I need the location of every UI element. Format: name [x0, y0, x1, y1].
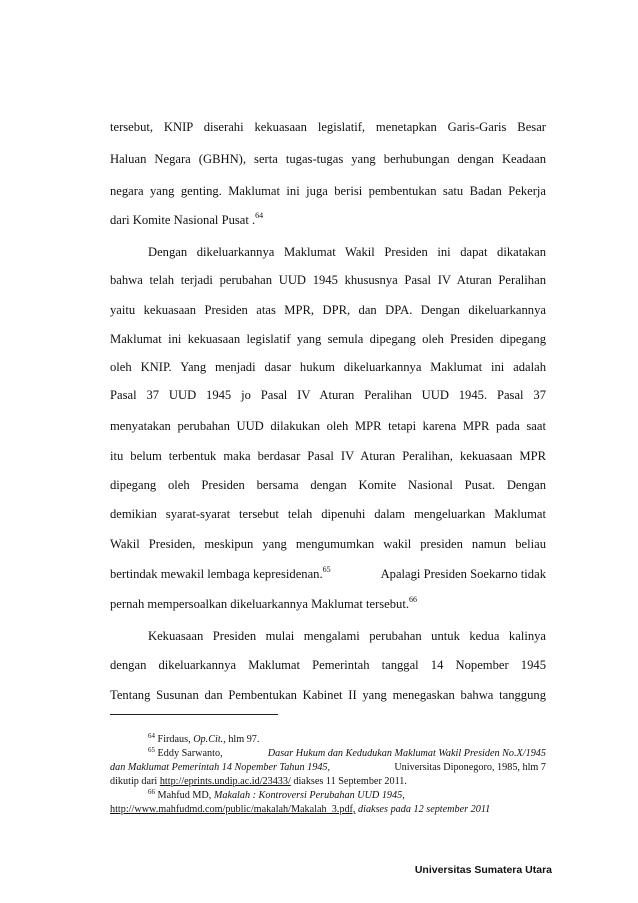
footnote-ref-64: 64	[255, 211, 264, 220]
footnote-66-line	[110, 803, 546, 816]
footnote-separator	[110, 714, 278, 715]
footnote-ref-66: 66	[409, 595, 417, 604]
body-line	[110, 596, 546, 613]
footnote-text: diakses pada 12 september 2011	[358, 804, 491, 815]
footnote-text: $^{65}$ Eddy Sarwanto,	[148, 746, 223, 759]
body-line: bahwa telah terjadi perubahan UUD 1945 khususnya Pasal IV Aturan Peralihan	[110, 273, 546, 287]
body-line-segment: bertindak mewakil lembaga kepresidenan.$^{65}$	[110, 565, 331, 581]
footnote-65-line	[110, 775, 546, 788]
footnote-64	[148, 733, 546, 746]
footnote-title: Makalah : Kontroversi Perubahan UUD 1945,	[213, 790, 405, 801]
body-line: itu belum terbentuk maka berdasar Pasal IV Aturan Peralihan, kekuasaan MPR	[110, 449, 546, 463]
footnote-text: Mahfud MD,	[157, 790, 212, 801]
footnote-number: 66	[148, 788, 155, 796]
body-line: tersebut, KNIP diserahi kekuasaan legislatif, menetapkan Garis-Garis Besar	[110, 120, 546, 134]
body-line: demikian syarat-syarat tersebut telah dipenuhi dalam mengeluarkan Maklumat	[110, 507, 546, 521]
body-line: dipegang oleh Presiden bersama dengan Komite Nasional Pusat. Dengan	[110, 478, 546, 492]
body-line: Maklumat ini kekuasaan legislatif yang semula dipegang oleh Presiden dipegang	[110, 332, 546, 346]
body-line: menyatakan perubahan UUD dilakukan oleh MPR tetapi karena MPR pada saat	[110, 419, 546, 433]
footnote-text: Firdaus,	[157, 734, 191, 745]
footnote-number: 64	[148, 732, 155, 740]
footnote-title: Dasar Hukum dan Kedudukan Maklumat Wakil Presiden No.X/1945	[267, 748, 546, 759]
body-line: Tentang Susunan dan Pembentukan Kabinet II yang menegaskan bahwa tanggung	[110, 688, 546, 702]
footnote-text: dikutip dari	[110, 776, 158, 787]
footnote-text: Universitas Diponegoro, 1985, hlm 7	[394, 762, 546, 773]
footnote-65-line	[148, 747, 546, 760]
body-line	[110, 212, 546, 229]
body-line-segment: Apalagi Presiden Soekarno tidak	[380, 567, 546, 581]
body-line: Wakil Presiden, meskipun yang mengumumkan wakil presiden namun beliau	[110, 537, 546, 551]
body-line: Pasal 37 UUD 1945 jo Pasal IV Aturan Peralihan UUD 1945. Pasal 37	[110, 388, 546, 402]
footnote-65-line	[110, 761, 546, 774]
body-line: negara yang genting. Maklumat ini juga berisi pembentukan satu Badan Pekerja	[110, 184, 546, 198]
footnote-link[interactable]: http://www.mahfudmd.com/public/makalah/Makalah_3.pdf,	[110, 804, 356, 815]
footnote-66	[148, 789, 546, 802]
body-line: Kekuasaan Presiden mulai mengalami perubahan untuk kedua kalinya	[148, 629, 546, 643]
body-line: yaitu kekuasaan Presiden atas MPR, DPR, dan DPA. Dengan dikeluarkannya	[110, 303, 546, 317]
footnote-text: diakses 11 September 2011.	[293, 776, 407, 787]
body-line-text: pernah mempersoalkan dikeluarkannya Maklumat tersebut.	[110, 597, 409, 611]
footnote-ref-65: 65	[322, 565, 331, 574]
footnote-title: dan Maklumat Pemerintah 14 Nopember Tahun 1945,	[110, 762, 331, 773]
footnote-link[interactable]: http://eprints.undip.ac.id/23433/	[159, 776, 291, 787]
body-line-text: dari Komite Nasional Pusat .	[110, 213, 256, 227]
body-line: dengan dikeluarkannya Maklumat Pemerintah tanggal 14 Nopember 1945	[110, 658, 546, 672]
body-line: oleh KNIP. Yang menjadi dasar hukum dikeluarkannya Maklumat ini adalah	[110, 360, 546, 374]
footnote-text: hlm 97.	[228, 734, 260, 745]
page-footer-institution: Universitas Sumatera Utara	[414, 864, 552, 876]
body-line	[110, 566, 546, 583]
body-line: Dengan dikeluarkannya Maklumat Wakil Presiden ini dapat dikatakan	[148, 245, 546, 259]
body-line: Haluan Negara (GBHN), serta tugas-tugas yang berhubungan dengan Keadaan	[110, 152, 546, 166]
footnote-text: Op.Cit.,	[193, 734, 226, 745]
